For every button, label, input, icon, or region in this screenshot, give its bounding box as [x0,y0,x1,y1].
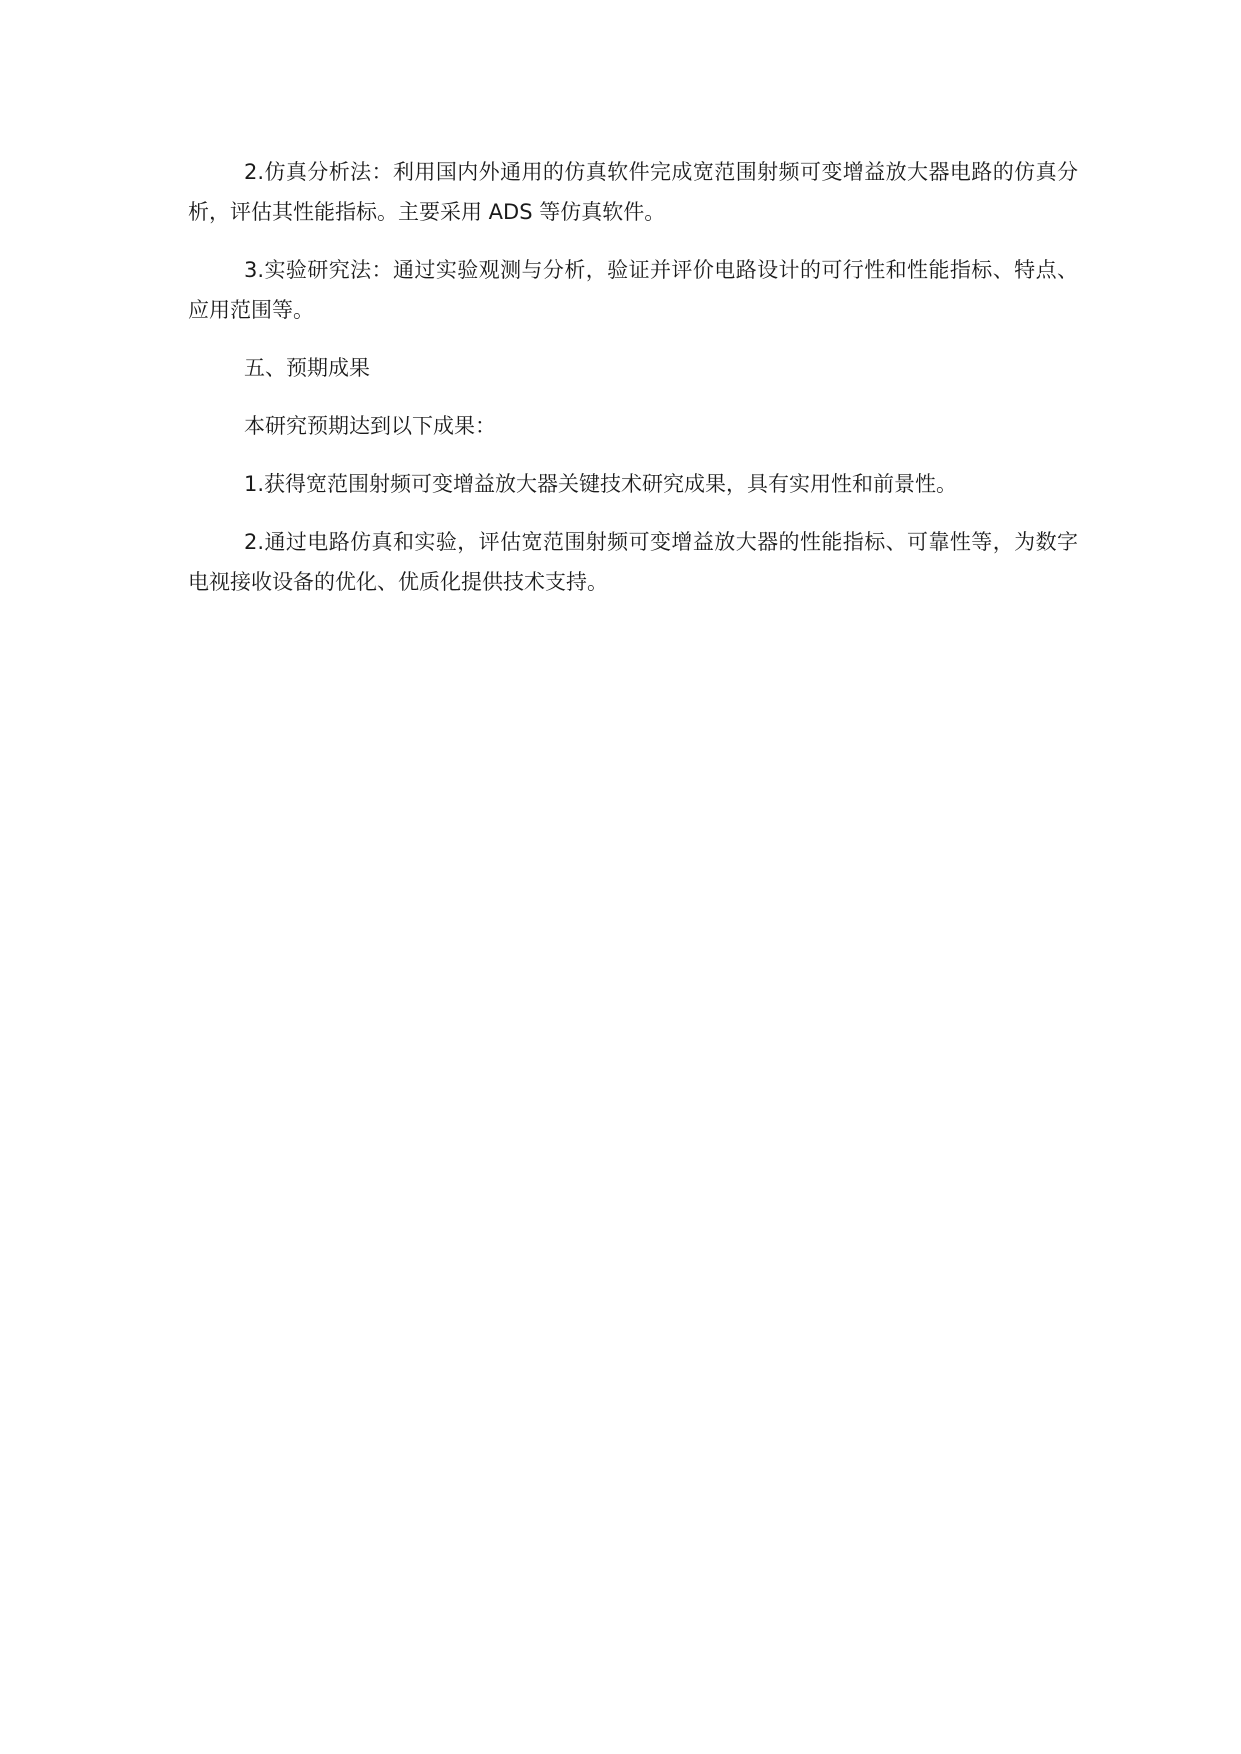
paragraph-simulation-method: 2.仿真分析法：利用国内外通用的仿真软件完成宽范围射频可变增益放大器电路的仿真分析，评估其性能指标。主要采用 ADS 等仿真软件。 [188,160,1078,224]
document-body [188,152,1078,620]
paragraph-results-intro: 本研究预期达到以下成果： [244,414,496,438]
section-heading-expected-results: 五、预期成果 [244,356,370,380]
paragraph-result-2: 2.通过电路仿真和实验，评估宽范围射频可变增益放大器的性能指标、可靠性等，为数字电视接收设备的优化、优质化提供技术支持。 [188,530,1078,594]
paragraph-result-1: 1.获得宽范围射频可变增益放大器关键技术研究成果，具有实用性和前景性。 [244,472,958,496]
paragraph-experiment-method: 3.实验研究法：通过实验观测与分析，验证并评价电路设计的可行性和性能指标、特点、应用范围等。 [188,258,1078,322]
